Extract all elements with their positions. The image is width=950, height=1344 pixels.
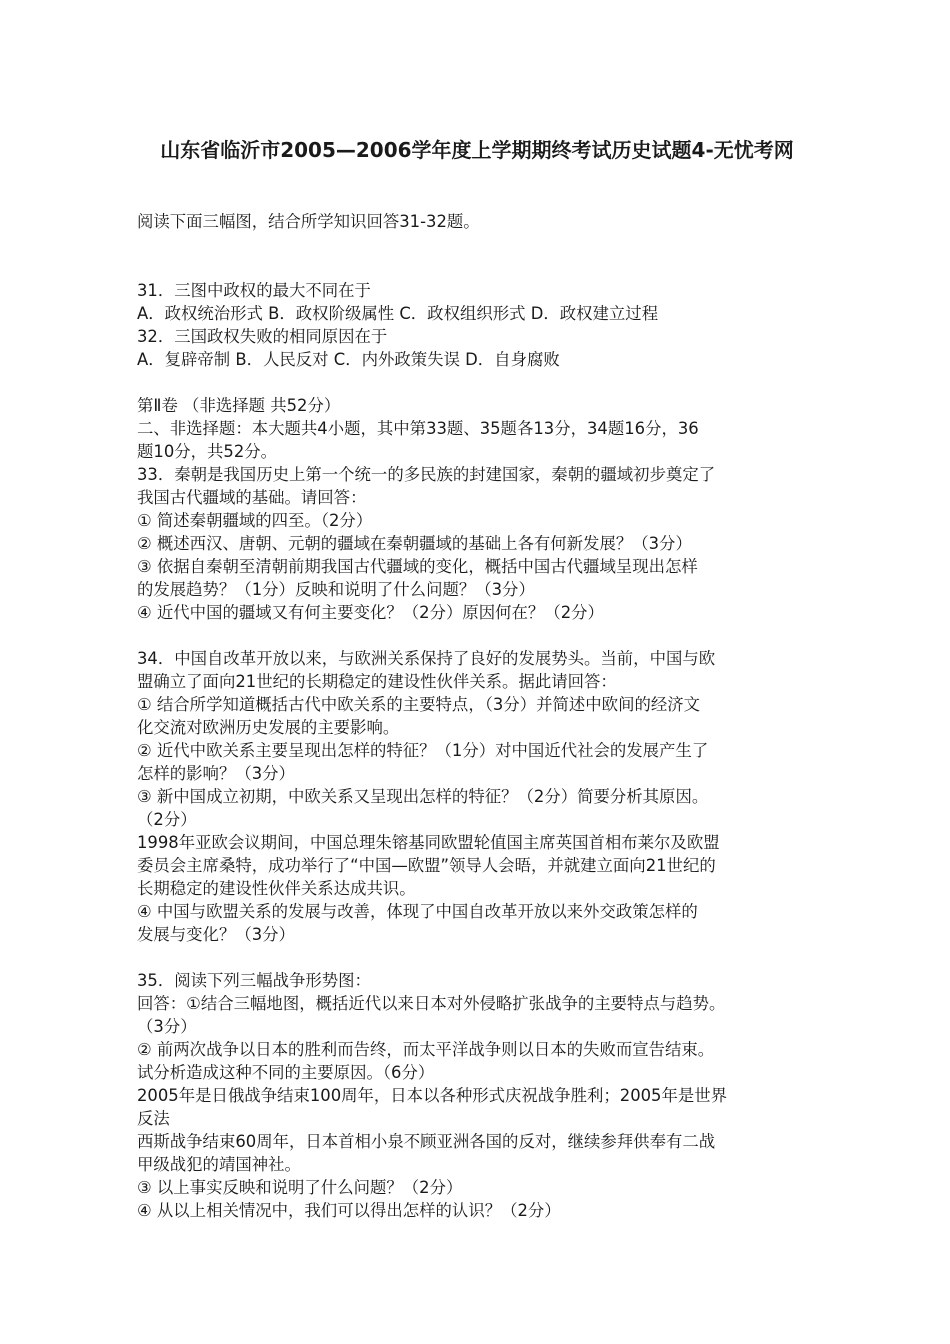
q34-sub-3: ③ 新中国成立初期，中欧关系又呈现出怎样的特征？（2分）简要分析其原因。 xyxy=(137,787,709,806)
q34-material: 长期稳定的建设性伙伴关系达成共识。 xyxy=(137,879,416,898)
intro-text: 阅读下面三幅图，结合所学知识回答31-32题。 xyxy=(137,212,480,231)
q33-sub-4: ④ 近代中国的疆域又有何主要变化？（2分）原因何在？（2分） xyxy=(137,603,604,622)
question-33 xyxy=(137,463,827,624)
q31-options: A．政权统治形式 B．政权阶级属性 C．政权组织形式 D．政权建立过程 xyxy=(137,304,659,323)
q33-stem: 33．秦朝是我国历史上第一个统一的多民族的封建国家，秦朝的疆域初步奠定了 xyxy=(137,465,716,484)
q34-sub-4: 发展与变化？（3分） xyxy=(137,925,295,944)
q33-stem: 我国古代疆域的基础。请回答： xyxy=(137,488,367,507)
q33-sub-1: ① 简述秦朝疆域的四至。（2分） xyxy=(137,511,373,530)
q32-options: A．复辟帝制 B．人民反对 C．内外政策失误 D．自身腐败 xyxy=(137,350,560,369)
q33-sub-2: ② 概述西汉、唐朝、元朝的疆域在秦朝疆域的基础上各有何新发展？（3分） xyxy=(137,534,692,553)
document-body xyxy=(137,210,827,1222)
q33-sub-3: ③ 依据自秦朝至清朝前期我国古代疆域的变化，概括中国古代疆域呈现出怎样 xyxy=(137,557,698,576)
q35-stem: 35．阅读下列三幅战争形势图： xyxy=(137,971,371,990)
part-2-instructions: 题10分，共52分。 xyxy=(137,442,278,461)
q34-sub-3: （2分） xyxy=(137,810,197,829)
question-35 xyxy=(137,969,827,1222)
q34-stem: 盟确立了面向21世纪的长期稳定的建设性伙伴关系。据此请回答： xyxy=(137,672,617,691)
q34-material: 1998年亚欧会议期间，中国总理朱镕基同欧盟轮值国主席英国首相布莱尔及欧盟 xyxy=(137,833,720,852)
q35-sub-1: 回答：①结合三幅地图，概括近代以来日本对外侵略扩张战争的主要特点与趋势。 xyxy=(137,994,726,1013)
q35-material: 2005年是日俄战争结束100周年，日本以各种形式庆祝战争胜利；2005年是世界 xyxy=(137,1086,728,1105)
question-32 xyxy=(137,325,827,371)
q35-sub-3: ③ 以上事实反映和说明了什么问题？（2分） xyxy=(137,1178,463,1197)
part-2-section xyxy=(137,394,827,463)
q35-sub-4: ④ 从以上相关情况中，我们可以得出怎样的认识？（2分） xyxy=(137,1201,561,1220)
q35-material: 甲级战犯的靖国神社。 xyxy=(137,1155,301,1174)
q35-sub-2: ② 前两次战争以日本的胜利而告终，而太平洋战争则以日本的失败而宣告结束。 xyxy=(137,1040,715,1059)
q32-stem: 32．三国政权失败的相同原因在于 xyxy=(137,327,388,346)
q33-sub-3: 的发展趋势？（1分）反映和说明了什么问题？（3分） xyxy=(137,580,535,599)
question-34 xyxy=(137,647,827,946)
q35-material: 西斯战争结束60周年，日本首相小泉不顾亚洲各国的反对，继续参拜供奉有二战 xyxy=(137,1132,716,1151)
document-title: 山东省临沂市2005—2006学年度上学期期终考试历史试题4-无忧考网 xyxy=(160,138,794,162)
question-31 xyxy=(137,279,827,325)
q35-sub-1: （3分） xyxy=(137,1017,197,1036)
part-2-instructions: 二、非选择题：本大题共4小题，其中第33题、35题各13分，34题16分，36 xyxy=(137,419,699,438)
q35-material: 反法 xyxy=(137,1109,170,1128)
part-2-heading: 第Ⅱ卷 （非选择题 共52分） xyxy=(137,396,341,415)
q35-sub-2: 试分析造成这种不同的主要原因。（6分） xyxy=(137,1063,435,1082)
q34-material: 委员会主席桑特，成功举行了“中国—欧盟”领导人会晤，并就建立面向21世纪的 xyxy=(137,856,716,875)
q34-stem: 34．中国自改革开放以来，与欧洲关系保持了良好的发展势头。当前，中国与欧 xyxy=(137,649,716,668)
q34-sub-2: 怎样的影响？（3分） xyxy=(137,764,295,783)
q34-sub-4: ④ 中国与欧盟关系的发展与改善，体现了中国自改革开放以来外交政策怎样的 xyxy=(137,902,698,921)
q34-sub-2: ② 近代中欧关系主要呈现出怎样的特征？（1分）对中国近代社会的发展产生了 xyxy=(137,741,709,760)
q31-stem: 31．三图中政权的最大不同在于 xyxy=(137,281,371,300)
q34-sub-1: ① 结合所学知道概括古代中欧关系的主要特点，（3分）并简述中欧间的经济文 xyxy=(137,695,701,714)
q34-sub-1: 化交流对欧洲历史发展的主要影响。 xyxy=(137,718,400,737)
